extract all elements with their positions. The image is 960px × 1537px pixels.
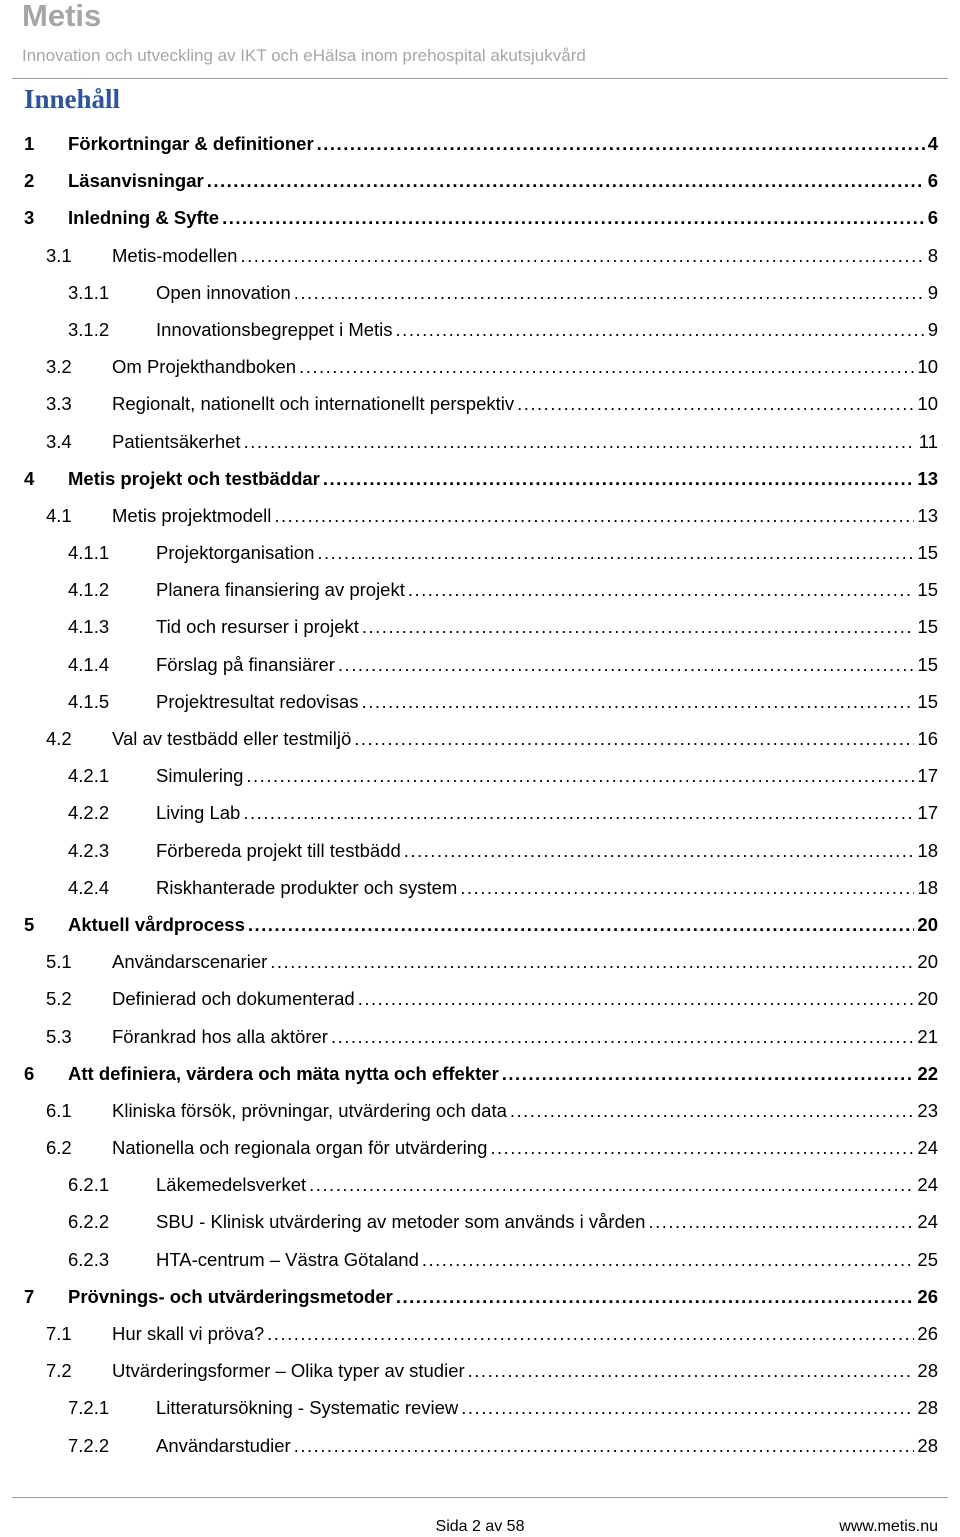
toc-entry[interactable] — [24, 348, 938, 385]
toc-leader-dots — [248, 906, 915, 943]
toc-entry-title: Hur skall vi pröva? — [112, 1323, 265, 1344]
toc-entry-title: Patientsäkerhet — [112, 430, 241, 452]
toc-leader-dots — [331, 1018, 914, 1055]
toc-entry-number: 4.1.2 — [68, 579, 110, 601]
toc-entry-number: 6.2 — [46, 1137, 72, 1159]
toc-entry-page: 17 — [917, 765, 938, 787]
toc-entry[interactable] — [24, 1055, 938, 1092]
toc-entry-number: 4.2.2 — [68, 802, 110, 824]
toc-entry-number: 6 — [24, 1062, 35, 1084]
toc-entry[interactable] — [24, 162, 938, 199]
toc-entry-page: 13 — [917, 467, 938, 489]
toc-entry-title: Användarscenarier — [112, 951, 268, 973]
toc-entry-number: 3.1.2 — [68, 318, 110, 340]
toc-entry-number: 6.2.3 — [68, 1248, 110, 1270]
toc-leader-dots — [502, 1055, 915, 1092]
toc-leader-dots — [240, 237, 924, 274]
toc-leader-dots — [294, 1427, 915, 1464]
toc-entry[interactable] — [24, 571, 938, 608]
toc-entry-number: 3.1 — [46, 244, 72, 266]
toc-entry-number: 1 — [24, 133, 35, 154]
toc-leader-dots — [338, 646, 915, 683]
toc-entry[interactable] — [24, 1166, 938, 1203]
toc-entry-number: 5.2 — [46, 988, 72, 1010]
toc-entry-title: Nationella och regionala organ för utvärdering — [112, 1137, 488, 1159]
toc-entry-page: 20 — [917, 951, 938, 973]
table-of-contents — [24, 125, 938, 1464]
toc-entry-number: 6.2.1 — [68, 1174, 110, 1196]
toc-entry-page: 25 — [917, 1248, 938, 1270]
footer-divider — [12, 1497, 948, 1498]
toc-entry-page: 6 — [927, 170, 938, 192]
toc-entry-number: 5 — [24, 913, 35, 935]
toc-entry[interactable] — [24, 274, 938, 311]
toc-entry-page: 21 — [917, 1025, 938, 1047]
footer-website: www.metis.nu — [839, 1518, 938, 1535]
toc-entry-number: 4.1.4 — [68, 653, 110, 675]
toc-entry[interactable] — [24, 980, 938, 1017]
toc-entry[interactable] — [24, 1427, 938, 1464]
toc-entry-title: SBU - Klinisk utvärdering av metoder som används i vården — [156, 1211, 646, 1233]
toc-entry-number: 7.2.1 — [68, 1397, 110, 1419]
toc-entry-page: 24 — [917, 1137, 938, 1159]
toc-entry[interactable] — [24, 757, 938, 794]
toc-entry-number: 3.2 — [46, 356, 72, 378]
toc-entry[interactable] — [24, 906, 938, 943]
toc-entry-page: 15 — [917, 542, 938, 564]
toc-entry[interactable] — [24, 794, 938, 831]
toc-leader-dots — [274, 497, 914, 534]
toc-entry[interactable] — [24, 460, 938, 497]
toc-entry-page: 9 — [927, 281, 938, 303]
toc-entry-number: 4 — [24, 467, 35, 489]
toc-entry[interactable] — [24, 943, 938, 980]
toc-entry[interactable] — [24, 125, 938, 162]
toc-entry[interactable] — [24, 1092, 938, 1129]
toc-entry-number: 7 — [24, 1285, 35, 1307]
toc-entry[interactable] — [24, 199, 938, 236]
toc-entry[interactable] — [24, 720, 938, 757]
toc-leader-dots — [362, 683, 915, 720]
toc-entry[interactable] — [24, 1278, 938, 1315]
toc-entry-page: 26 — [917, 1323, 938, 1344]
page-number: Sida 2 av 58 — [435, 1518, 525, 1535]
toc-leader-dots — [490, 1129, 914, 1166]
toc-leader-dots — [317, 125, 925, 162]
toc-entry-title: Aktuell vårdprocess — [68, 913, 245, 935]
toc-entry[interactable] — [24, 646, 938, 683]
toc-entry-page: 26 — [917, 1285, 938, 1307]
toc-entry-page: 10 — [917, 356, 938, 378]
toc-entry-page: 15 — [917, 616, 938, 638]
toc-entry-number: 3 — [24, 207, 35, 229]
toc-entry-title: Val av testbädd eller testmiljö — [112, 728, 352, 749]
toc-entry-title: Att definiera, värdera och mäta nytta och effekter — [68, 1062, 499, 1084]
toc-entry[interactable] — [24, 683, 938, 720]
toc-entry[interactable] — [24, 1203, 938, 1240]
toc-entry-number: 7.1 — [46, 1323, 72, 1344]
toc-leader-dots — [267, 1315, 914, 1352]
header-divider — [12, 78, 948, 79]
toc-entry-number: 3.1.1 — [68, 281, 110, 303]
toc-entry[interactable] — [24, 869, 938, 906]
toc-entry-page: 8 — [927, 244, 938, 266]
toc-entry-page: 24 — [917, 1174, 938, 1196]
toc-entry-page: 17 — [917, 802, 938, 824]
toc-entry-title: Projektorganisation — [156, 542, 315, 564]
toc-entry-page: 15 — [917, 653, 938, 675]
toc-entry-title: Förkortningar & definitioner — [68, 133, 314, 154]
toc-leader-dots — [207, 162, 925, 199]
toc-entry-title: Förankrad hos alla aktörer — [112, 1025, 328, 1047]
header-subtitle: Innovation och utveckling av IKT och eHälsa inom prehospital akutsjukvård — [22, 46, 586, 65]
toc-entry-page: 6 — [927, 207, 938, 229]
toc-entry-page: 9 — [927, 318, 938, 340]
toc-entry[interactable] — [24, 534, 938, 571]
toc-entry-page: 18 — [917, 876, 938, 898]
toc-entry-title: HTA-centrum – Västra Götaland — [156, 1248, 419, 1270]
toc-entry-number: 7.2 — [46, 1360, 72, 1382]
toc-entry[interactable] — [24, 1018, 938, 1055]
toc-entry-number: 7.2.2 — [68, 1434, 110, 1456]
toc-entry-title: Open innovation — [156, 281, 291, 303]
toc-entry-page: 28 — [917, 1434, 938, 1456]
toc-entry-title: Metis-modellen — [112, 244, 238, 266]
toc-leader-dots — [422, 1241, 915, 1278]
toc-entry-number: 4.1.3 — [68, 616, 110, 638]
toc-entry-number: 4.2.1 — [68, 765, 110, 787]
toc-entry-number: 4.1 — [46, 504, 72, 526]
toc-entry[interactable] — [24, 1241, 938, 1278]
toc-entry-title: Inledning & Syfte — [68, 207, 220, 229]
toc-leader-dots — [461, 1389, 914, 1426]
toc-entry-page: 28 — [917, 1397, 938, 1419]
toc-entry[interactable] — [24, 497, 938, 534]
toc-leader-dots — [317, 534, 914, 571]
toc-entry-number: 4.2.4 — [68, 876, 110, 898]
toc-entry[interactable] — [24, 1129, 938, 1166]
toc-entry-number: 5.3 — [46, 1025, 72, 1047]
toc-leader-dots — [468, 1352, 915, 1389]
toc-entry[interactable] — [24, 311, 938, 348]
toc-entry[interactable] — [24, 237, 938, 274]
toc-leader-dots — [294, 274, 925, 311]
toc-entry-title: Tid och resurser i projekt — [156, 616, 359, 638]
toc-entry-title: Regionalt, nationellt och internationellt perspektiv — [112, 393, 515, 415]
toc-entry-page: 16 — [917, 728, 938, 749]
toc-leader-dots — [358, 980, 915, 1017]
toc-entry-title: Riskhanterade produkter och system — [156, 876, 458, 898]
toc-entry-number: 3.3 — [46, 393, 72, 415]
toc-entry-title: Metis projektmodell — [112, 504, 272, 526]
toc-entry-number: 4.1.1 — [68, 542, 110, 564]
toc-entry-title: Läsanvisningar — [68, 170, 204, 192]
toc-entry-page: 24 — [917, 1211, 938, 1233]
toc-entry-title: Läkemedelsverket — [156, 1174, 307, 1196]
toc-entry-page: 10 — [917, 393, 938, 415]
toc-entry-title: Metis projekt och testbäddar — [68, 467, 320, 489]
toc-leader-dots — [408, 571, 915, 608]
toc-entry-title: Simulering — [156, 765, 244, 787]
toc-entry[interactable] — [24, 385, 938, 422]
toc-leader-dots — [243, 794, 914, 831]
toc-entry-title: Förbereda projekt till testbädd — [156, 839, 401, 861]
toc-entry-number: 6.1 — [46, 1099, 72, 1121]
toc-entry-title: Planera finansiering av projekt — [156, 579, 405, 601]
toc-leader-dots — [323, 460, 915, 497]
page-header — [22, 0, 942, 66]
toc-entry-page: 11 — [918, 430, 938, 452]
toc-entry[interactable] — [24, 832, 938, 869]
toc-entry[interactable] — [24, 1315, 938, 1352]
toc-entry-title: Innovationsbegreppet i Metis — [156, 318, 393, 340]
toc-leader-dots — [246, 757, 914, 794]
toc-heading: Innehåll — [24, 84, 121, 114]
toc-entry-number: 4.2.3 — [68, 839, 110, 861]
toc-leader-dots — [309, 1166, 914, 1203]
toc-entry-page: 4 — [927, 133, 938, 154]
toc-entry-number: 2 — [24, 170, 35, 192]
toc-entry-page: 18 — [917, 839, 938, 861]
toc-entry-page: 13 — [917, 504, 938, 526]
toc-entry-number: 3.4 — [46, 430, 72, 452]
toc-leader-dots — [648, 1203, 914, 1240]
toc-leader-dots — [362, 608, 915, 645]
toc-entry-number: 4.1.5 — [68, 690, 110, 712]
toc-entry[interactable] — [24, 1389, 938, 1426]
toc-leader-dots — [517, 385, 914, 422]
toc-entry-title: Living Lab — [156, 802, 241, 824]
toc-leader-dots — [270, 943, 914, 980]
toc-entry-page: 23 — [917, 1099, 938, 1121]
toc-leader-dots — [299, 348, 914, 385]
toc-entry[interactable] — [24, 608, 938, 645]
brand-title: Metis — [22, 0, 102, 33]
toc-entry-page: 20 — [917, 913, 938, 935]
toc-entry-page: 15 — [917, 579, 938, 601]
toc-entry-page: 28 — [917, 1360, 938, 1382]
toc-entry[interactable] — [24, 423, 938, 460]
toc-leader-dots — [222, 199, 925, 236]
toc-leader-dots — [460, 869, 914, 906]
toc-leader-dots — [510, 1092, 915, 1129]
toc-entry[interactable] — [24, 1352, 938, 1389]
toc-leader-dots — [244, 423, 916, 460]
toc-entry-page: 15 — [917, 690, 938, 712]
toc-entry-number: 5.1 — [46, 951, 72, 973]
toc-entry-title: Litteratursökning - Systematic review — [156, 1397, 459, 1419]
toc-entry-title: Prövnings- och utvärderingsmetoder — [68, 1285, 393, 1307]
toc-entry-page: 22 — [917, 1062, 938, 1084]
toc-entry-title: Kliniska försök, prövningar, utvärdering och data — [112, 1099, 507, 1121]
toc-entry-number: 6.2.2 — [68, 1211, 110, 1233]
toc-entry-page: 20 — [917, 988, 938, 1010]
toc-entry-number: 4.2 — [46, 728, 72, 749]
toc-leader-dots — [396, 311, 925, 348]
toc-entry-title: Om Projekthandboken — [112, 356, 297, 378]
toc-entry-title: Definierad och dokumenterad — [112, 988, 355, 1010]
toc-leader-dots — [404, 832, 915, 869]
toc-entry-title: Användarstudier — [156, 1434, 291, 1456]
toc-entry-title: Projektresultat redovisas — [156, 690, 359, 712]
toc-leader-dots — [396, 1278, 915, 1315]
toc-entry-title: Utvärderingsformer – Olika typer av studier — [112, 1360, 465, 1382]
toc-entry-title: Förslag på finansiärer — [156, 653, 335, 675]
toc-leader-dots — [354, 720, 914, 757]
